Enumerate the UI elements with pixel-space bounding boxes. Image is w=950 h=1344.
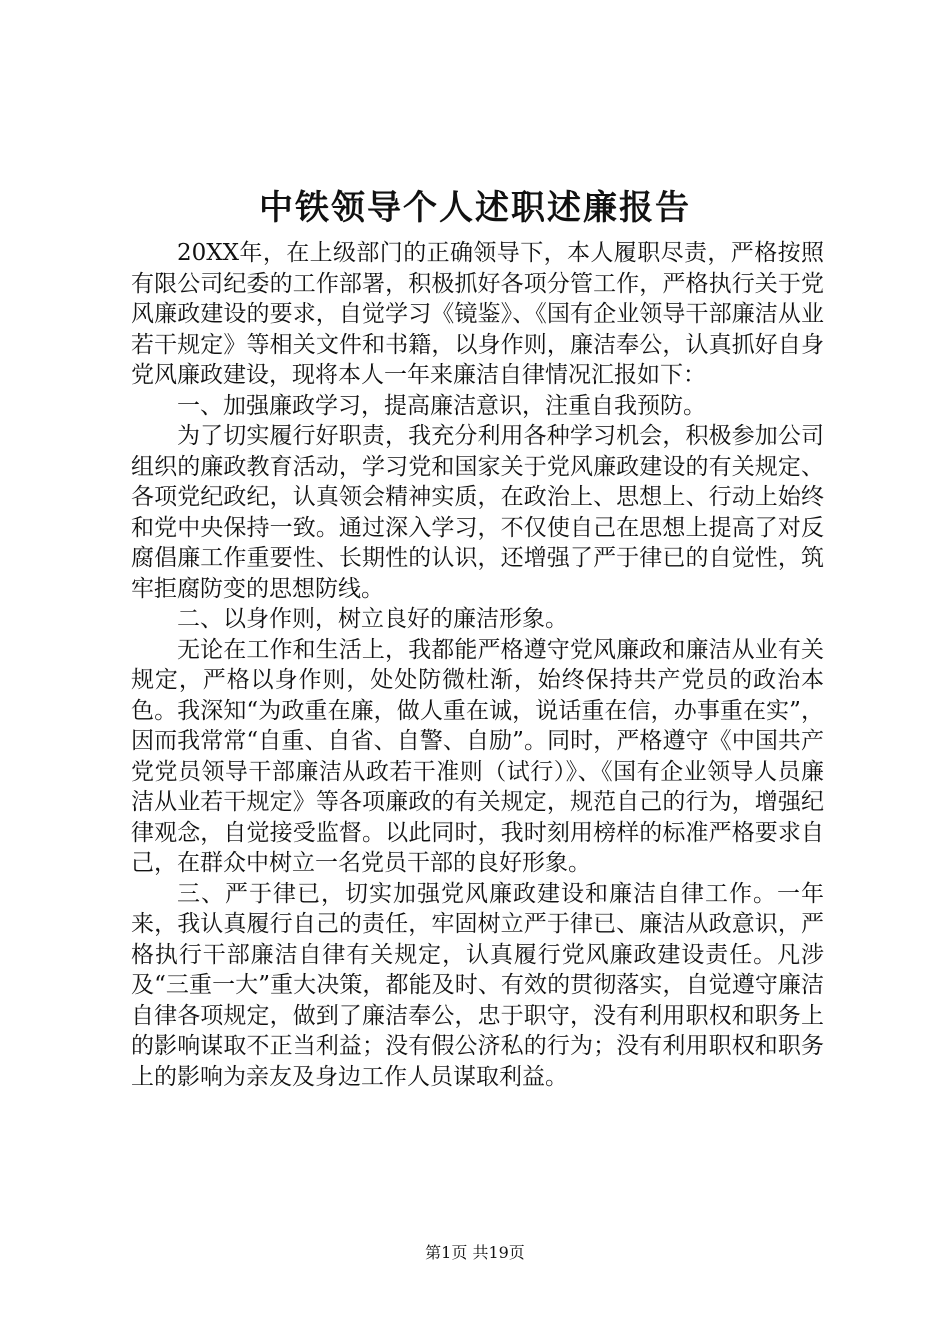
document-body	[131, 238, 824, 1092]
page-footer: 第1页 共19页	[425, 1243, 525, 1262]
section-2-paragraph: 无论在工作和生活上，我都能严格遵守党风廉政和廉洁从业有关规定，严格以身作则，处处防微杜渐，始终保持共产党员的政治本色。我深知“为政重在廉，做人重在诚，说话重在信，办事重在实”，因而我常常“自重、自省、自警、自励”。同时，严格遵守《中国共产党党员领导干部廉洁从政若干准则（试行）》、《国有企业领导人员廉洁从业若干规定》等各项廉政的有关规定，规范自己的行为，增强纪律观念，自觉接受监督。以此同时，我时刻用榜样的标准严格要求自己，在群众中树立一名党员干部的良好形象。	[131, 636, 824, 876]
section-heading-1: 一、加强廉政学习，提高廉洁意识，注重自我预防。	[177, 392, 706, 419]
section-1-paragraph: 为了切实履行好职责，我充分利用各种学习机会，积极参加公司组织的廉政教育活动，学习党和国家关于党风廉政建设的有关规定、各项党纪政纪，认真领会精神实质，在政治上、思想上、行动上始终和党中央保持一致。通过深入学习，不仅使自己在思想上提高了对反腐倡廉工作重要性、长期性的认识，还增强了严于律已的自觉性，筑牢拒腐防变的思想防线。	[131, 423, 824, 602]
section-3-paragraph: 三、严于律已，切实加强党风廉政建设和廉洁自律工作。一年来，我认真履行自己的责任，牢固树立严于律已、廉洁从政意识，严格执行干部廉洁自律有关规定，认真履行党风廉政建设责任。凡涉及“三重一大”重大决策，都能及时、有效的贯彻落实，自觉遵守廉洁自律各项规定，做到了廉洁奉公，忠于职守，没有利用职权和职务上的影响谋取不正当利益；没有假公济私的行为；没有利用职权和职务上的影响为亲友及身边工作人员谋取利益。	[131, 880, 824, 1090]
document-title: 中铁领导个人述职述廉报告	[259, 188, 691, 228]
section-heading-2: 二、以身作则，树立良好的廉洁形象。	[177, 606, 568, 632]
intro-paragraph: 20XX年，在上级部门的正确领导下，本人履职尽责，严格按照有限公司纪委的工作部署，积极抓好各项分管工作，严格执行关于党风廉政建设的要求，自觉学习《镜鉴》、《国有企业领导干部廉洁从业若干规定》等相关文件和书籍，以身作则，廉洁奉公，认真抓好自身党风廉政建设，现将本人一年来廉洁自律情况汇报如下：	[131, 240, 824, 388]
